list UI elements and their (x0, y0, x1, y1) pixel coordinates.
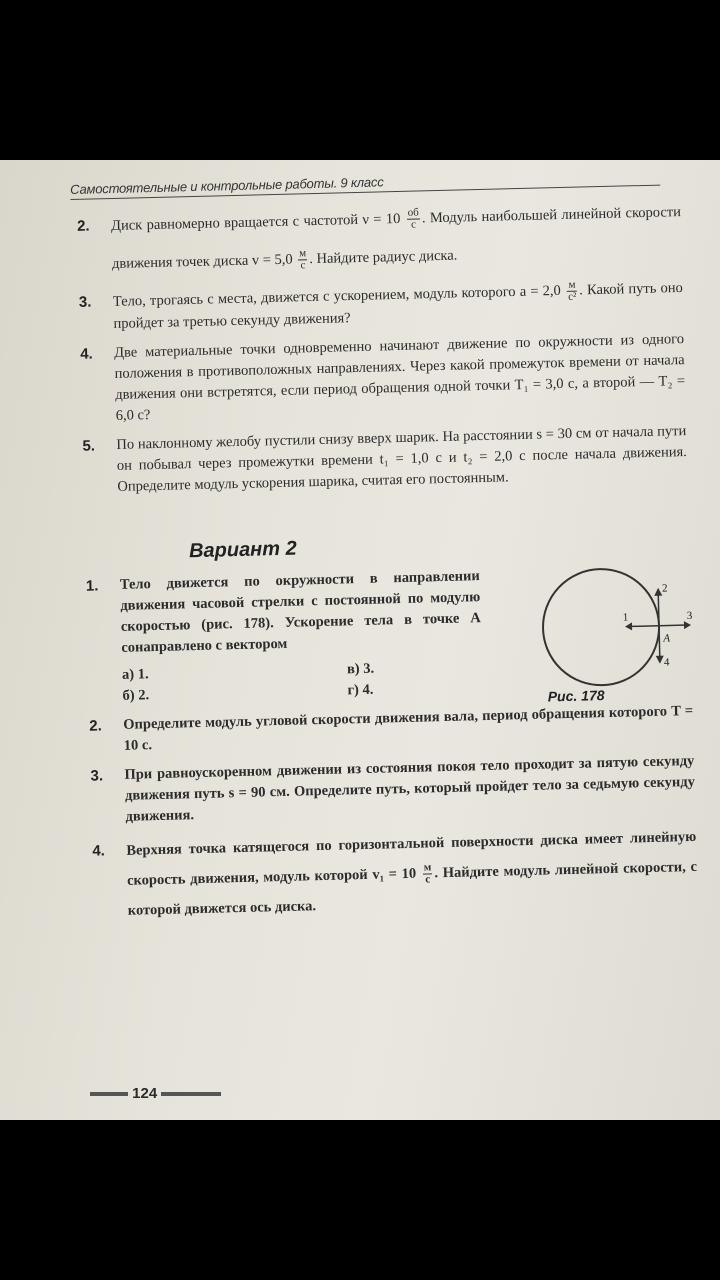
fraction-denominator: с (425, 873, 431, 886)
task-text: . Найдите модуль линейной скорости, с которой движется ось диска. (127, 858, 698, 919)
option-c: в) 3. (346, 660, 375, 678)
task-text: При равноускоренном движении из состояния покоя тело проходит за пятую секунду движения путь s = 90 см. Определите путь, который пройдет тело за седьмую секунду движения. (124, 752, 696, 825)
variant-2-section (80, 561, 698, 927)
fraction-denominator: с (410, 218, 417, 231)
task-text: . Найдите радиус диска. (309, 247, 458, 268)
task-text: Верхняя точка катящегося по горизонтальной поверхности диска имеет линейную скорость движения, модуль которой v₁ = 10 (126, 828, 697, 889)
vector-3-label: 3 (686, 609, 693, 623)
vector-1-arrow (629, 626, 659, 627)
figure-caption: Рис. 178 (547, 687, 605, 705)
task-v2-3 (84, 751, 695, 829)
vector-2-arrow (658, 592, 659, 626)
vector-3-arrow (659, 625, 687, 626)
task-number: 3. (90, 767, 104, 785)
fraction-numerator: м (568, 278, 576, 291)
circle-vector-figure (519, 555, 703, 709)
option-b: б) 2. (122, 687, 150, 704)
task-v1-4 (74, 329, 686, 428)
task-v2-1 (80, 566, 483, 708)
task-number: 2. (76, 217, 90, 235)
fraction-numerator: м (299, 247, 307, 260)
page-footer (90, 1085, 230, 1102)
book-page (0, 160, 720, 1120)
option-a: а) 1. (121, 666, 149, 683)
task-number: 1. (85, 577, 99, 595)
task-v1-5 (76, 421, 687, 499)
task-text: . Какой путь оно пройдет за третью секунду движения? (113, 279, 683, 332)
vector-3-arrowhead (684, 621, 691, 629)
trajectory-circle (542, 568, 661, 687)
fraction (407, 208, 421, 231)
task-text: Тело движется по окружности в направлении движения часовой стрелки с постоянной по модулю скоростью (рис. 178). Ускорение тела в точке A сонаправлено с вектором (119, 568, 481, 656)
task-number: 5. (82, 437, 96, 455)
answer-options (122, 656, 483, 707)
task-v2-4 (86, 822, 698, 927)
task-v2-1-block (80, 561, 693, 708)
task-number: 3. (78, 293, 92, 311)
task-text: По наклонному желобу пустили снизу вверх шарик. На расстоянии s = 30 см от начала пути он побывал через промежутки времени t₁ = 1,0 с и t₂ = 2,0 с после начала движения. Определите модуль ускорения шарика, считая его постоянным. (116, 423, 687, 495)
vector-2-arrowhead (654, 588, 662, 596)
page-number: 124 (132, 1085, 158, 1102)
task-v1-2 (71, 193, 683, 284)
page-content (70, 167, 698, 927)
point-a-label: A (663, 632, 671, 645)
task-text: Диск равномерно вращается с частотой ν = 10 (110, 210, 401, 235)
vector-1-label: 1 (622, 611, 629, 624)
task-text: . Модуль наибольшей линейной скорости движения точек диска v = 5,0 (111, 204, 682, 272)
footer-rule-right (161, 1092, 221, 1096)
fraction-denominator: с² (568, 290, 577, 303)
task-v1-3 (73, 277, 684, 336)
vector-4-arrowhead (656, 656, 664, 664)
running-header: Самостоятельные и контрольные работы. 9 класс (70, 168, 660, 200)
fraction-denominator: с (300, 259, 306, 272)
fraction (298, 248, 308, 271)
footer-rule-left (90, 1092, 128, 1096)
fraction (567, 280, 578, 303)
task-text: Определите модуль угловой скорости движения вала, период обращения которого T = 10 с. (123, 702, 694, 754)
fraction-numerator: м (423, 861, 432, 874)
vector-4-label: 4 (663, 656, 670, 669)
option-d: г) 4. (347, 681, 374, 699)
task-v2-2 (83, 701, 694, 758)
task-text: Тело, трогаясь с места, движется с ускорением, модуль которого a = 2,0 (112, 282, 562, 310)
task-text: Две материальные точки одновременно начинают движение по окружности из одного положения в противоположных направлениях. Через какой промежуток времени от начала движения они встретятся, если период обращения одной точки T₁ = 3,0 с, а второй — T₂ = 6,0 с? (113, 331, 686, 424)
task-number: 4. (80, 345, 93, 363)
vector-4-arrow (659, 626, 660, 660)
fraction (423, 863, 433, 886)
task-number: 2. (89, 717, 103, 735)
task-number: 4. (92, 842, 106, 860)
variant-title: Вариант 2 (188, 537, 297, 563)
fraction-numerator: об (407, 206, 419, 219)
vector-2-label: 2 (661, 582, 668, 595)
vector-1-arrowhead (625, 622, 632, 630)
